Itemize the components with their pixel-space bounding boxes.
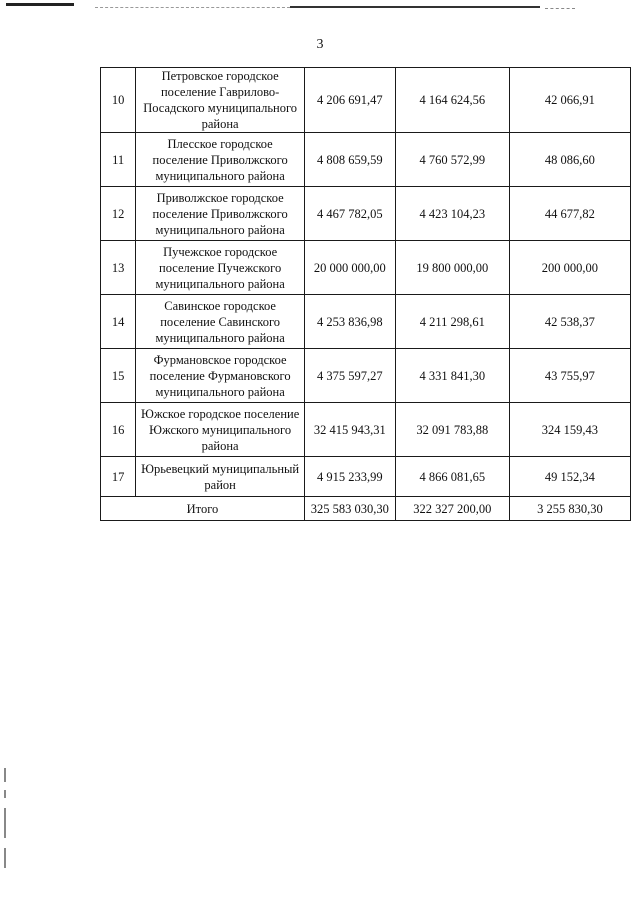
- table-row: [101, 295, 631, 349]
- row-number: 15: [101, 349, 136, 403]
- total-amount-main: 322 327 200,00: [395, 497, 509, 521]
- total-amount-cofinancing: 3 255 830,30: [509, 497, 630, 521]
- amount-total: 4 915 233,99: [304, 457, 395, 497]
- amount-total: 32 415 943,31: [304, 403, 395, 457]
- table-row: [101, 187, 631, 241]
- scan-artifact-mark: [4, 848, 6, 868]
- amount-total: 20 000 000,00: [304, 241, 395, 295]
- table-row: [101, 68, 631, 133]
- amount-cofinancing: 44 677,82: [509, 187, 630, 241]
- row-number: 11: [101, 133, 136, 187]
- amount-total: 4 206 691,47: [304, 68, 395, 133]
- scan-artifact-line: [95, 7, 290, 9]
- scan-artifact-line: [6, 3, 74, 6]
- row-number: 14: [101, 295, 136, 349]
- amount-main: 4 760 572,99: [395, 133, 509, 187]
- municipality-name: Приволжское городское поселение Приволжского муниципального района: [136, 187, 305, 241]
- municipality-name: Пучежское городское поселение Пучежского муниципального района: [136, 241, 305, 295]
- amount-total: 4 253 836,98: [304, 295, 395, 349]
- municipality-name: Фурмановское городское поселение Фурмановского муниципального района: [136, 349, 305, 403]
- amount-cofinancing: 49 152,34: [509, 457, 630, 497]
- table-row: [101, 133, 631, 187]
- total-label: Итого: [101, 497, 305, 521]
- table-row: [101, 241, 631, 295]
- amount-main: 32 091 783,88: [395, 403, 509, 457]
- municipality-name: Петровское городское поселение Гаврилово-Посадского муниципального района: [136, 68, 305, 133]
- amount-cofinancing: 43 755,97: [509, 349, 630, 403]
- amount-main: 4 331 841,30: [395, 349, 509, 403]
- amount-cofinancing: 42 066,91: [509, 68, 630, 133]
- amount-main: 4 164 624,56: [395, 68, 509, 133]
- amount-main: 4 211 298,61: [395, 295, 509, 349]
- total-amount-total: 325 583 030,30: [304, 497, 395, 521]
- scan-artifact-line: [290, 6, 540, 8]
- table-row: [101, 457, 631, 497]
- row-number: 17: [101, 457, 136, 497]
- scan-artifact-line: [545, 8, 575, 10]
- allocation-table: [100, 67, 631, 521]
- row-number: 10: [101, 68, 136, 133]
- amount-main: 4 423 104,23: [395, 187, 509, 241]
- scan-artifact-mark: [4, 790, 6, 798]
- amount-cofinancing: 48 086,60: [509, 133, 630, 187]
- amount-total: 4 808 659,59: [304, 133, 395, 187]
- table-row: [101, 403, 631, 457]
- total-row: [101, 497, 631, 521]
- municipality-name: Плесское городское поселение Приволжского муниципального района: [136, 133, 305, 187]
- municipality-name: Южское городское поселение Южского муниципального района: [136, 403, 305, 457]
- municipality-name: Савинское городское поселение Савинского муниципального района: [136, 295, 305, 349]
- amount-total: 4 467 782,05: [304, 187, 395, 241]
- row-number: 13: [101, 241, 136, 295]
- table-row: [101, 349, 631, 403]
- row-number: 12: [101, 187, 136, 241]
- amount-cofinancing: 324 159,43: [509, 403, 630, 457]
- scan-artifact-mark: [4, 808, 6, 838]
- amount-main: 4 866 081,65: [395, 457, 509, 497]
- page-number: 3: [316, 37, 324, 52]
- amount-main: 19 800 000,00: [395, 241, 509, 295]
- row-number: 16: [101, 403, 136, 457]
- amount-cofinancing: 42 538,37: [509, 295, 630, 349]
- amount-total: 4 375 597,27: [304, 349, 395, 403]
- amount-cofinancing: 200 000,00: [509, 241, 630, 295]
- municipality-name: Юрьевецкий муниципальный район: [136, 457, 305, 497]
- scan-artifact-mark: [4, 768, 6, 782]
